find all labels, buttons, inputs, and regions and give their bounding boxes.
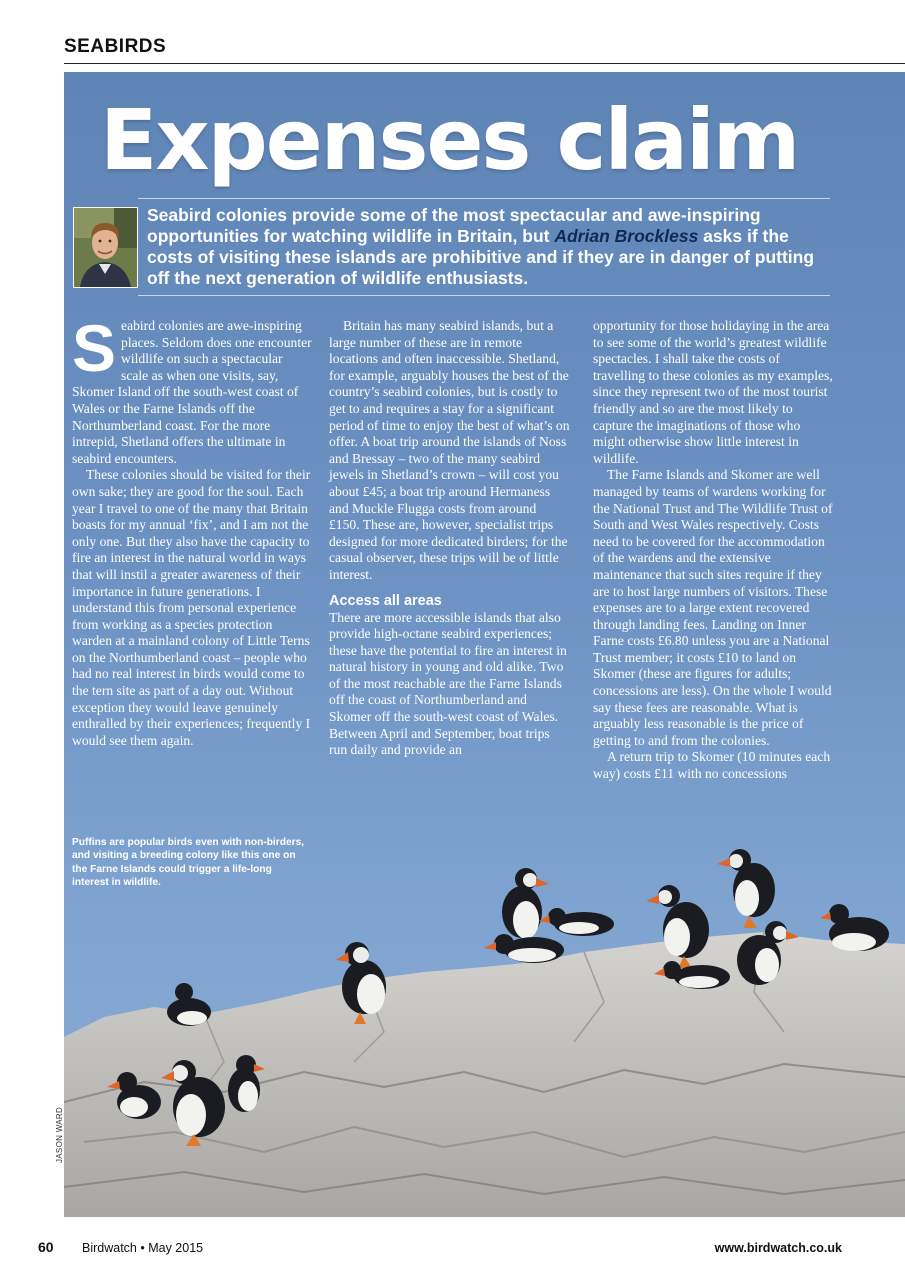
page-number: 60 xyxy=(38,1239,54,1255)
body-paragraph: A return trip to Skomer (10 minutes each way) costs £11 with no concessions xyxy=(593,749,831,782)
body-paragraph xyxy=(72,311,313,467)
header-rule xyxy=(64,63,905,64)
puffin xyxy=(539,908,614,936)
standfirst xyxy=(147,205,837,289)
body-column-1 xyxy=(72,311,313,749)
body-paragraph: opportunity for those holidaying in the area to see some of the world’s greatest wildlife spectacles. I shall take the costs of travelling to these colonies as my examples, since they represent two of the most tourist friendly and so are the most likely to capture the imaginations of those who might otherwise show little interest in wildlife. xyxy=(593,318,833,466)
section-label: SEABIRDS xyxy=(64,36,167,57)
website-link[interactable]: www.birdwatch.co.uk xyxy=(714,1241,842,1255)
feature-panel xyxy=(64,72,905,1217)
photo-credit: JASON WARD xyxy=(55,1106,64,1163)
body-paragraph: The Farne Islands and Skomer are well managed by teams of wardens working for the National Trust and The Wildlife Trust of South and West Wales respectively. Costs need to be covered for the accommodation of the wardens and the extensive maintenance that such sites require if they are to host large numbers of visitors. These expenses are to a large extent recovered through landing fees. Landing on Inner Farne costs £6.80 unless you are a National Trust member; it costs £10 to land on Skomer (these are figures for adults; concessions are less). On the whole I would say these fees are reasonable. What is arguably less reasonable is the price of getting to and from the colonies. xyxy=(593,467,833,748)
drop-cap: S xyxy=(72,311,117,385)
puffin xyxy=(484,934,564,963)
puffin xyxy=(167,983,211,1026)
puffin xyxy=(717,849,775,928)
body-paragraph: Britain has many seabird islands, but a large number of these are in remote locations and often inaccessible. Shetland, for example, arguably houses the best of the country’s seabird colonies, but is costly to get to and requires a stay for a significant period of time to enjoy the best of what’s on offer. A boat trip around the islands of Noss and Bressay – two of the many seabird jewels in Shetland’s crown – will cost you about £45; a boat trip around Hermaness and Muckle Flugga costs from around £150. These are, however, specialist trips designed for more dedicated birders; for the casual observer, these trips will be of little interest. xyxy=(329,318,570,582)
author-photo xyxy=(73,207,138,288)
author-portrait-graphic xyxy=(74,208,137,287)
standfirst-rule-bottom xyxy=(138,295,830,296)
standfirst-text-end: asks if the costs of visiting these islands are prohibitive and if they are in danger of putting off the next generation of wildlife enthusiasts. xyxy=(147,226,815,288)
magazine-issue: Birdwatch • May 2015 xyxy=(82,1241,204,1255)
puffin xyxy=(502,868,549,939)
body-paragraph: There are more accessible islands that also provide high-octane seabird experiences; these have the potential to fire an interest in natural history in young and old alike. Two of the most reachable are the Farne Islands off the coast of Northumberland and Skomer off the south-west coast of Wales. Between April and September, boat trips run daily and provide an xyxy=(329,609,567,758)
paragraph-text: eabird colonies are awe-inspiring places. Seldom does one encounter wildlife on such a spectacular scale as when one visits, say, Skomer Island off the south-west coast of Wales or the Farne Islands off the Northumberland coast. For the more intrepid, Shetland offers the ultimate in seabird encounters. xyxy=(72,318,312,466)
author-name: Adrian Brockless xyxy=(554,226,699,246)
body-column-3 xyxy=(593,318,834,783)
standfirst-text-start: Seabird colonies provide some of the most spectacular and awe-inspiring opportunities for watching wildlife in Britain, but xyxy=(147,205,761,246)
photo-caption: Puffins are popular birds even with non-birders, and visiting a breeding colony like this one on the Farne Islands could trigger a life-long interest in wildlife. xyxy=(72,837,305,889)
body-paragraph: These colonies should be visited for their own sake; they are good for the soul. Each year I travel to one of the many that Britain boasts for my annual ‘fix’, and I am not the only one. But they also have the capacity to fire an interest in the natural world in ways that will instil a greater awareness of their importance in future generations. I understand this from personal experience from working as a species protection warden at a mainland colony of Little Terns on the Northumberland coast – people who had no real interest in birds would come to the tern site as part of a day out. Without exception they would leave genuinely enthralled by their experiences; frequently I would see them again. xyxy=(72,467,311,748)
subheading: Access all areas xyxy=(329,592,442,609)
standfirst-rule-top xyxy=(138,198,830,199)
headline: Expenses claim xyxy=(100,91,799,189)
body-column-2 xyxy=(329,318,570,759)
